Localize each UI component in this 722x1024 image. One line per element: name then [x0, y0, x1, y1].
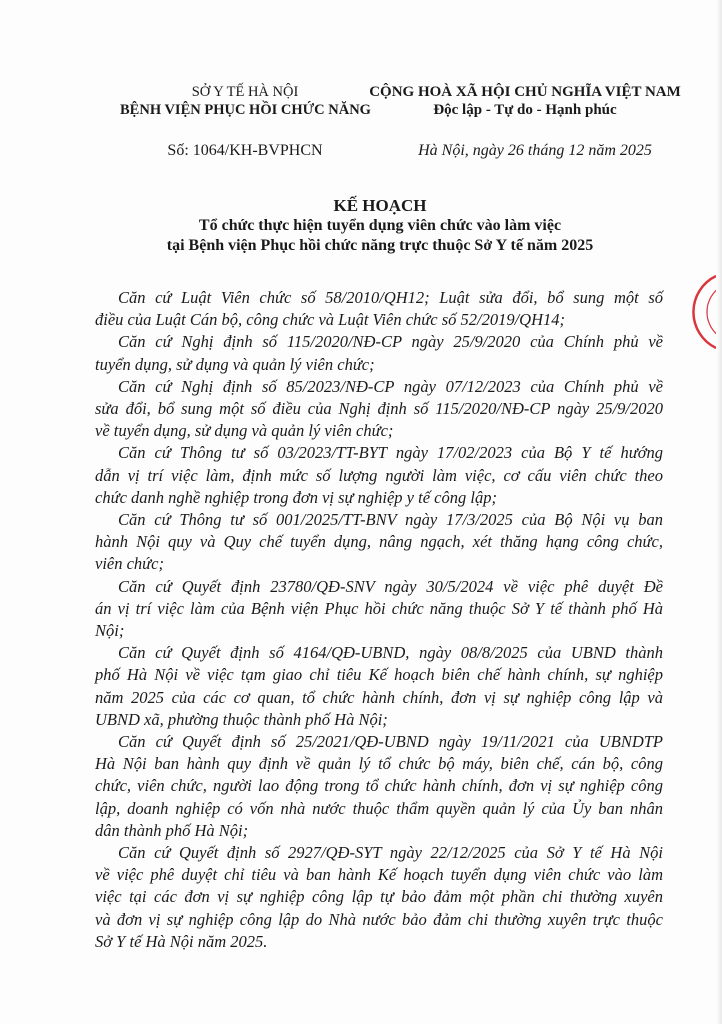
paragraph-line: Căn cứ Quyết định số 2927/QĐ-SYT ngày 22/12/2025 của Sở Y tế Hà Nội [118, 843, 663, 863]
issuing-agency [120, 83, 370, 119]
paragraph-line: chức danh nghề nghiệp trong đơn vị sự nghiệp y tế công lập; [95, 487, 497, 507]
paragraph-line: năm 2025 của các cơ quan, tổ chức hành chính, đơn vị sự nghiệp công lập và [95, 687, 663, 707]
title-line-1: Tổ chức thực hiện tuyển dụng viên chức vào làm việc [198, 217, 562, 234]
motto: Độc lập - Tự do - Hạnh phúc [433, 102, 617, 118]
paragraph-line: Căn cứ Nghị định số 85/2023/NĐ-CP ngày 07/12/2023 của Chính phủ về [118, 376, 663, 396]
legal-basis-paragraph [95, 576, 663, 643]
document-number: Số: 1064/KH-BVPHCN [167, 142, 323, 159]
paragraph-line: điều của Luật Cán bộ, công chức và Luật Viên chức số 52/2019/QH14; [95, 310, 566, 330]
paragraph-line: tuyển dụng, sử dụng và quản lý viên chức; [95, 354, 375, 374]
legal-basis-paragraph [95, 442, 663, 509]
paragraph-line: hành Nội quy và Quy chế tuyển dụng, nâng ngạch, xét thăng hạng công chức, [95, 532, 663, 552]
national-heading [360, 83, 690, 119]
legal-basis-section [95, 287, 663, 953]
paragraph-line: Căn cứ Quyết định 23780/QĐ-SNV ngày 30/5/2024 về việc phê duyệt Đề [118, 576, 663, 596]
paragraph-line: Sở Y tế Hà Nội năm 2025. [95, 931, 268, 951]
paragraph-line: sửa đổi, bổ sung một số điều của Nghị định số 115/2020/NĐ-CP ngày 25/9/2020 [95, 399, 663, 419]
paragraph-line: về việc phê duyệt chỉ tiêu và ban hành Kế hoạch tuyển dụng viên chức vào làm [95, 865, 663, 885]
agency-name: BỆNH VIỆN PHỤC HỒI CHỨC NĂNG [120, 102, 371, 118]
paragraph-line: chức, viên chức, người lao động trong tổ chức hành chính, đơn vị sự nghiệp công [95, 776, 663, 796]
paragraph-line: Hà Nội ban hành quy định về quản lý tổ chức bộ máy, biên chế, cán bộ, công [95, 754, 663, 774]
document-title [100, 196, 660, 256]
paragraph-line: Căn cứ Thông tư số 001/2025/TT-BNV ngày 17/3/2025 của Bộ Nội vụ ban [118, 510, 663, 530]
paragraph-line: việc tại các đơn vị sự nghiệp công lập tự bảo đảm một phần chi thường xuyên [95, 887, 663, 907]
paragraph-line: UBND xã, phường thuộc thành phố Hà Nội; [95, 709, 388, 729]
place-date: Hà Nội, ngày 26 tháng 12 năm 2025 [418, 142, 652, 159]
title-main: KẾ HOẠCH [333, 196, 427, 215]
legal-basis-paragraph [95, 376, 663, 443]
paragraph-line: dân thành phố Hà Nội; [95, 820, 249, 840]
paragraph-line: Căn cứ Quyết định số 4164/QĐ-UBND, ngày 08/8/2025 của UBND thành [118, 643, 663, 663]
paragraph-line: Nội; [95, 621, 125, 641]
page-edge-shadow [716, 0, 722, 1024]
legal-basis-paragraph [95, 509, 663, 576]
paragraph-line: phố Hà Nội về việc tạm giao chỉ tiêu Kế hoạch biên chế hành chính, sự nghiệp [95, 665, 663, 685]
parent-agency: SỞ Y TẾ HÀ NỘI [191, 84, 299, 100]
paragraph-line: viên chức; [95, 554, 164, 574]
title-line-2: tại Bệnh viện Phục hồi chức năng trực thuộc Sở Y tế năm 2025 [166, 237, 594, 254]
country-name: CỘNG HOÀ XÃ HỘI CHỦ NGHĨA VIỆT NAM [369, 84, 681, 100]
legal-basis-paragraph [95, 331, 663, 375]
paragraph-line: Căn cứ Thông tư số 03/2023/TT-BYT ngày 17/02/2023 của Bộ Y tế hướng [118, 443, 663, 463]
svg-text:⁝: ⁝ [706, 307, 709, 316]
legal-basis-paragraph [95, 731, 663, 842]
paragraph-line: lập, doanh nghiệp có vốn nhà nước thuộc thẩm quyền quản lý của Ủy ban nhân [95, 798, 663, 818]
legal-basis-paragraph [95, 642, 663, 731]
legal-basis-paragraph [95, 842, 663, 953]
legal-basis-paragraph [95, 287, 663, 331]
paragraph-line: dẫn vị trí việc làm, định mức số lượng người làm việc, cơ cấu viên chức theo [95, 465, 663, 485]
paragraph-line: Căn cứ Quyết định số 25/2021/QĐ-UBND ngày 19/11/2021 của UBNDTP [118, 732, 663, 752]
paragraph-line: về tuyển dụng, sử dụng và quản lý viên chức; [95, 421, 394, 441]
paragraph-line: và đơn vị sự nghiệp công lập do Nhà nước bảo đảm chi thường xuyên trực thuộc [95, 909, 663, 929]
paragraph-line: Căn cứ Nghị định số 115/2020/NĐ-CP ngày 25/9/2020 của Chính phủ về [118, 332, 663, 352]
paragraph-line: án vị trí việc làm của Bệnh viện Phục hồi chức năng thuộc Sở Y tế thành phố Hà [95, 598, 663, 618]
paragraph-line: Căn cứ Luật Viên chức số 58/2010/QH12; Luật sửa đổi, bổ sung một số [118, 288, 663, 307]
